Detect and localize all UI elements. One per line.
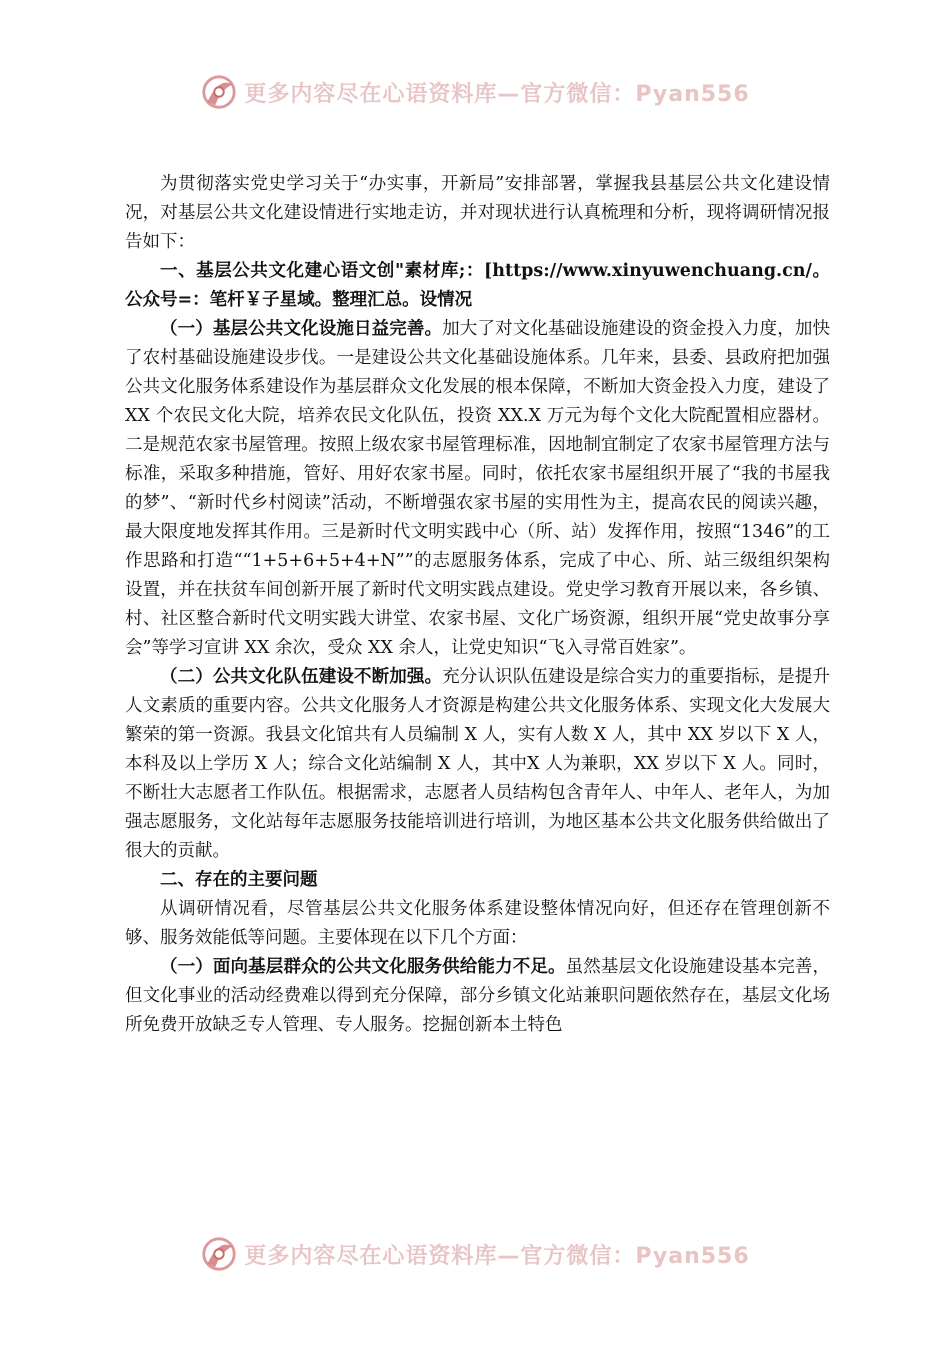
paragraph-supply-body: 虽然基层文化设施建设基本完善，但文化事业的活动经费难以得到充分保障，部分乡镇文化站兼职问题依然存在，基层文化场所免费开放缺乏专人管理、专人服务。挖掘创新本土特色 <box>125 957 831 1035</box>
watermark-footer <box>0 1234 950 1274</box>
document-body <box>125 170 830 1040</box>
intro-paragraph: 为贯彻落实党史学习关于“办实事，开新局”安排部署，掌握我县基层公共文化建设情况，对基层公共文化建设情进行实地走访，并对现状进行认真梳理和分析，现将调研情况报告如下： <box>125 174 830 252</box>
section-heading-2: 二、存在的主要问题 <box>160 870 318 890</box>
watermark-text: 更多内容尽在心语资料库—官方微信：Pyan556 <box>244 1243 750 1269</box>
paragraph-facilities <box>125 315 830 663</box>
paragraph-facilities-body: 加大了对文化基础设施建设的资金投入力度，加快了农村基础设施建设步伐。一是建设公共文化基础设施体系。几年来，县委、县政府把加强公共文化服务体系建设作为基层群众文化发展的根本保障，不断加大资金投入力度，建设了 XX 个农民文化大院，培养农民文化队伍，投资 XX.X 万元为每个文化大院配置相应器材。二是规范农家书屋管理。按照上级农家书屋管理标准，因地制宜制定了农家书屋管理方法与标准，采取多种措施，管好、用好农家书屋。同时，依托农家书屋组织开展了“我的书屋我的梦”、“新时代乡村阅读”活动，不断增强农家书屋的实用性为主，提高农民的阅读兴趣，最大限度地发挥其作用。三是新时代文明实践中心（所、站）发挥作用，按照“1346”的工作思路和打造““1+5+6+5+4+N””的志愿服务体系，完成了中心、所、站三级组织架构设置，并在扶贫车间创新开展了新时代文明实践点建设。党史学习教育开展以来，各乡镇、村、社区整合新时代文明实践大讲堂、农家书屋、文化广场资源，组织开展“党史故事分享会”等学习宣讲 XX 余次，受众 XX 余人，让党史知识“飞入寻常百姓家”。 <box>125 319 831 658</box>
subheading-facilities: （一）基层公共文化设施日益完善。 <box>160 319 443 339</box>
watermark-text: 更多内容尽在心语资料库—官方微信：Pyan556 <box>244 81 750 107</box>
section-heading-1: 一、基层公共文化建心语文创"素材库;：[https://www.xinyuwenchuang.cn/。公众号=：笔杆￥子星域。整理汇总。设情况 <box>125 261 830 310</box>
subheading-team: （二）公共文化队伍建设不断加强。 <box>160 667 443 687</box>
paragraph-team-body: 充分认识队伍建设是综合实力的重要指标，是提升人文素质的重要内容。公共文化服务人才资源是构建公共文化服务体系、实现文化大发展大繁荣的第一资源。我县文化馆共有人员编制 X 人，实有人数 X 人，其中 XX 岁以下 X 人，本科及以上学历 X 人；综合文化站编制 X 人，其中X 人为兼职，XX 岁以下 X 人。同时，不断壮大志愿者工作队伍。根据需求，志愿者人员结构包含青年人、中年人、老年人，为加强志愿服务，文化站每年志愿服务技能培训进行培训，为地区基本公共文化服务供给做出了很大的贡献。 <box>125 667 831 861</box>
paragraph-team <box>125 663 830 866</box>
logo-icon <box>200 73 238 111</box>
paragraph-problems-intro: 从调研情况看，尽管基层公共文化服务体系建设整体情况向好，但还存在管理创新不够、服务效能低等问题。主要体现在以下几个方面： <box>125 899 830 948</box>
paragraph-supply <box>125 953 830 1040</box>
subheading-supply: （一）面向基层群众的公共文化服务供给能力不足。 <box>160 957 566 977</box>
watermark-header <box>0 72 950 112</box>
logo-icon <box>200 1235 238 1273</box>
